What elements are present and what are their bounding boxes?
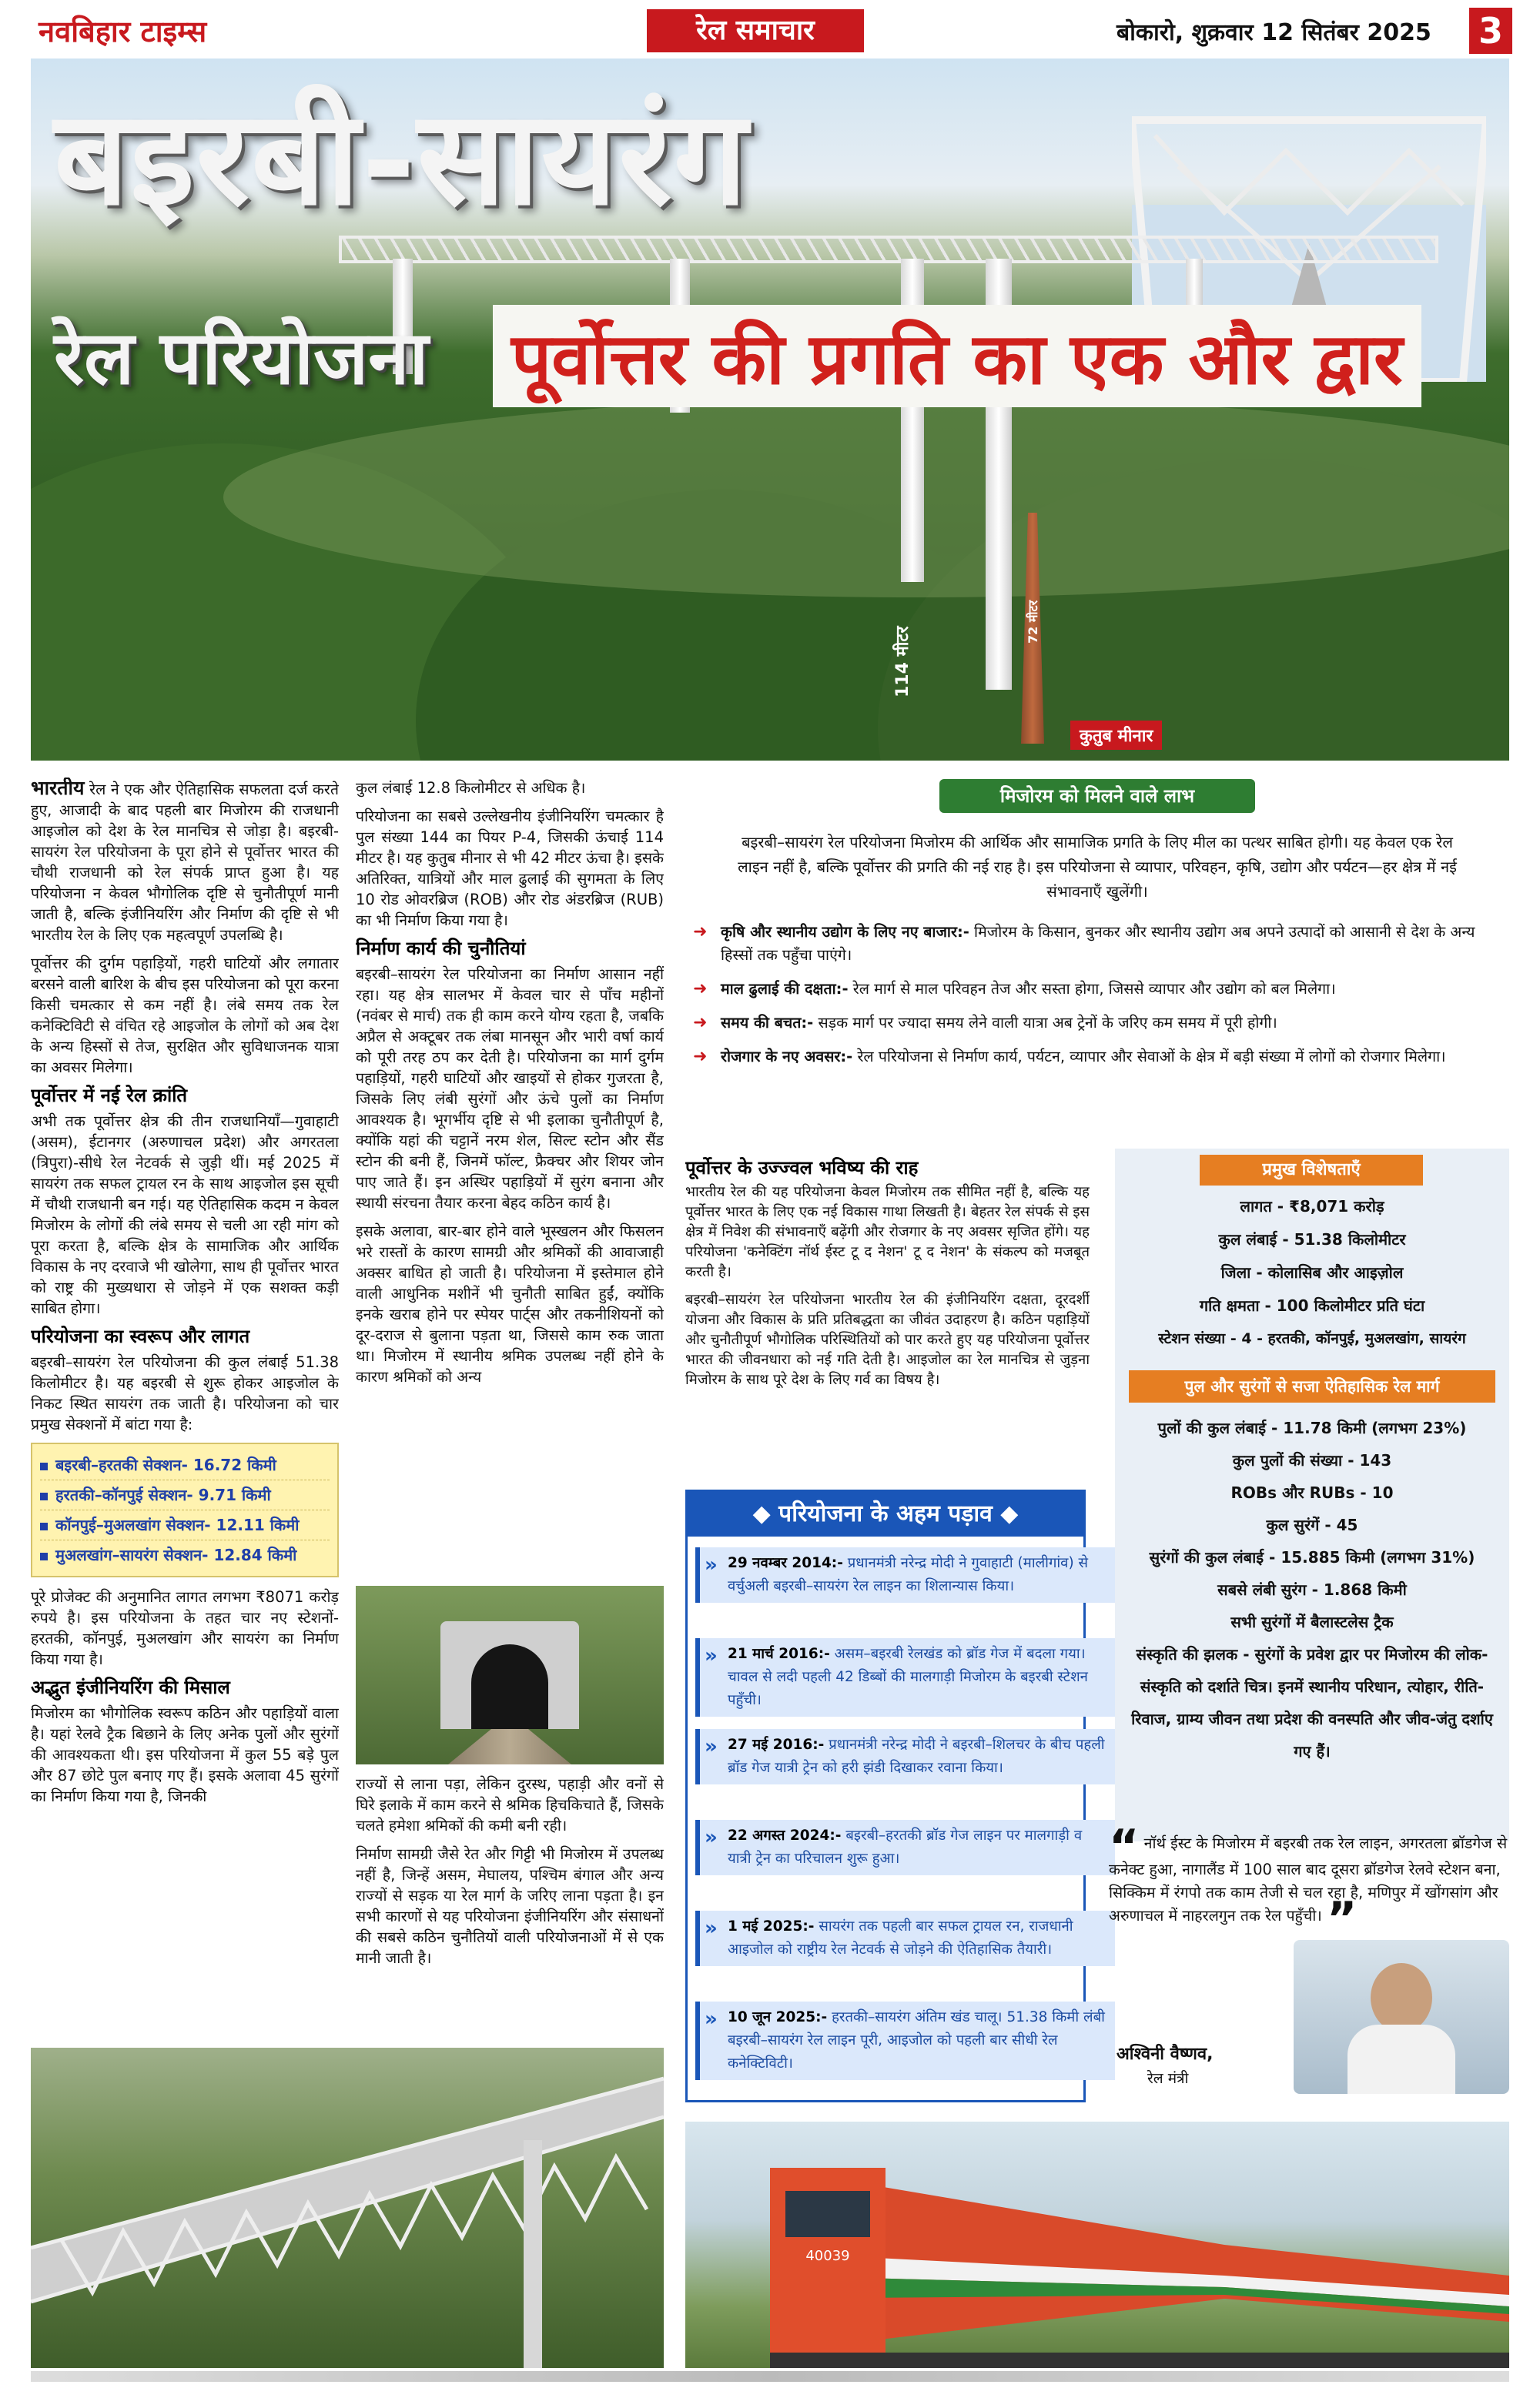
feature-item: संस्कृति की झलक - सुरंगों के प्रवेश द्वार पर मिजोरम की लोक-संस्कृति को दर्शाते चित्र। इनमें स्थानीय परिधान, त्योहार, रीति-रिवाज, ग्राम्य जीवन तथा प्रदेश की वनस्पति और जीव-जंतु दर्शाए गए हैं। (1131, 1645, 1493, 1761)
paragraph: परियोजना का सबसे उल्लेखनीय इंजीनियरिंग चमत्कार है पुल संख्या 144 का पियर P-4, जिसकी ऊंचाई 114 मीटर है। यह कुतुब मीनार से भी 42 मीटर ऊंचा है। इसके अतिरिक्त, यात्रियों और माल ढुलाई की सुगमता के लिए 10 रोड ओवरब्रिज (ROB) और रोड अंडरब्रिज (RUB) का भी निर्माण किया गया है। (356, 808, 664, 929)
subheading: परियोजना का स्वरूप और लागत (31, 1326, 250, 1347)
headline-subtitle-left: रेल परियोजना (54, 314, 429, 401)
features-panel (1115, 1149, 1509, 1841)
feature-item: कुल लंबाई - 51.38 किलोमीटर (1218, 1230, 1406, 1249)
chevron-right-icon: » (705, 1917, 718, 1940)
feature-item: कुल पुलों की संख्या - 143 (1232, 1451, 1392, 1470)
subheading: पूर्वोत्तर के उज्ज्वल भविष्य की राह (685, 1157, 919, 1179)
benefit-item: ➜ समय की बचत:- सड़क मार्ग पर ज्यादा समय लेने वाली यात्रा अब ट्रेनों के जरिए कम समय में पूरी होगी। (693, 1012, 1502, 1035)
feature-item: लागत - ₹8,071 करोड़ (1240, 1197, 1384, 1216)
benefits-panel (685, 779, 1509, 1118)
subheading: निर्माण कार्य की चुनौतियां (356, 938, 526, 959)
milestone-item: » 1 मई 2025:- सायरंग तक पहली बार सफल ट्रायल रन, राजधानी आइजोल को राष्ट्रीय रेल नेटवर्क से जोड़ने की ऐतिहासिक तैयारी। (695, 1911, 1115, 1966)
milestone-item: » 22 अगस्त 2024:- बइरबी–हरतकी ब्रॉड गेज लाइन पर मालगाड़ी व यात्री ट्रेन का परिचालन शुरू हुआ। (695, 1820, 1115, 1875)
page-number: 3 (1469, 8, 1512, 54)
paragraph: मिजोरम का भौगोलिक स्वरूप कठिन और पहाड़ियों वाला है। यहां रेलवे ट्रैक बिछाने के लिए अनेक पुलों और सुरंगों की आवश्यकता थी। इस परियोजना में कुल 55 बड़े पुल और 87 छोटे पुल बनाए गए हैं। इसके अलावा 45 सुरंगों का निर्माण किया गया है, जिनकी (31, 1704, 339, 1805)
pier-height-label: 114 मीटर (893, 626, 912, 697)
feature-item: कुल सुरंगें - 45 (1266, 1516, 1358, 1534)
paragraph: पूरे प्रोजेक्ट की अनुमानित लागत लगभग ₹8071 करोड़ रुपये है। इस परियोजना के तहत चार नए स्टेशनों- हरतकी, कॉनपुई, मुअलखांग और सायरंग का निर्माण किया गया है। (31, 1588, 339, 1668)
feature-item: सबसे लंबी सुरंग - 1.868 किमी (1217, 1580, 1407, 1599)
chevron-right-icon: » (705, 1644, 718, 1667)
paragraph: बइरबी–सायरंग रेल परियोजना की कुल लंबाई 51.38 किलोमीटर है। यह बइरबी से शुरू होकर आइजोल के निकट स्थित सायरंग तक जाती है। परियोजना को चार प्रमुख सेक्शनों में बांटा गया है: (31, 1353, 339, 1433)
locomotive-number: 40039 (805, 2248, 850, 2264)
benefit-item: ➜ माल ढुलाई की दक्षता:- रेल मार्ग से माल परिवहन तेज और सस्ता होगा, जिससे व्यापार और उद्योग को बल मिलेगा। (693, 978, 1502, 1001)
paragraph: राज्यों से लाना पड़ा, लेकिन दुरस्थ, पहाड़ी और वनों से घिरे इलाके में काम करने से श्रमिक हिचकिचाते हैं, जिसके चलते हमेशा श्रमिकों की कमी बनी रही। (356, 1775, 664, 1834)
locomotive-illustration (685, 2122, 1509, 2368)
benefit-item: ➜ रोजगार के नए अवसर:- रेल परियोजना से निर्माण कार्य, पर्यटन, व्यापार और सेवाओं के क्षेत्र में बड़ी संख्या में लोगों को रोजगार मिलेगा। (693, 1045, 1502, 1069)
paragraph: पूर्वोत्तर की दुर्गम पहाड़ियों, गहरी घाटियों और लगातार बरसने वाली बारिश के बीच इस परियोजना को पूरा करना किसी चमत्कार से कम नहीं है। लंबे समय तक रेल कनेक्टिविटी से वंचित रहे आइजोल के लोगों को अब देश के अन्य हिस्सों से तेज, सुरक्षित और सुविधाजनक यात्रा का अवसर मिलेगा। (31, 955, 339, 1076)
page-footer-bar (31, 2371, 1509, 2382)
article-column-2 (356, 778, 664, 1578)
milestones-panel (685, 1490, 1105, 2102)
milestone-item: » 10 जून 2025:- हरतकी–सायरंग अंतिम खंड चालू। 51.38 किमी लंबी बइरबी–सायरंग रेल लाइन पूरी, आइजोल को पहली बार सीधी रेल कनेक्टिविटी। (695, 2002, 1115, 2080)
dropcap-word: भारतीय (31, 778, 85, 799)
paragraph: कुल लंबाई 12.8 किलोमीटर से अधिक है। (356, 779, 586, 797)
paragraph: बइरबी–सायरंग रेल परियोजना का निर्माण आसान नहीं रहा। यह क्षेत्र सालभर में केवल चार से पाँच महीनों (नवंबर से मार्च) तक ही काम करने योग्य रहता है, जबकि अप्रैल से अक्टूबर तक लंबा मानसून और भारी वर्षा कार्य को पूरी तरह ठप कर देती है। परियोजना का मार्ग दुर्गम पहाड़ियों, गहरी घाटियों और खाइयों से होकर गुजरता है, जिसके लिए लंबी सुरंगों और ऊंचे पुलों का निर्माण आवश्यक है। भूगर्भीय दृष्टि से भी इलाका चुनौतीपूर्ण है, क्योंकि यहां की चट्टानें नरम शेल, सिल्ट स्टोन और सैंड स्टोन की बनी हैं, जिनमें फॉल्ट, फ्रैक्चर और शियर जोन पाए जाते हैं। इन अस्थिर पहाड़ियों में सुरंग बनाना और स्थायी संरचना तैयार करना बेहद कठिन कार्य है। (356, 965, 664, 1212)
arrow-right-icon: ➜ (693, 1047, 708, 1066)
section-item: बइरबी–हरतकी सेक्शन- 16.72 किमी (40, 1450, 330, 1480)
paragraph: बइरबी–सायरंग रेल परियोजना भारतीय रेल की इंजीनियरिंग दक्षता, दूरदर्शी योजना और विकास के प्रति प्रतिबद्धता का जीवंत उदाहरण है। कठिन पहाड़ियों और चुनौतीपूर्ण भौगोलिक परिस्थितियों को पार करते हुए यह परियोजना पूर्वोत्तर भारत की जीवनधारा को नई गति देती है। आइजोल का रेल मानचित्र से जुड़ना मिजोरम के साथ पूरे देश के लिए गर्व का विषय है। (685, 1292, 1090, 1388)
benefit-item: ➜ कृषि और स्थानीय उद्योग के लिए नए बाजार:- मिजोरम के किसान, बुनकर और स्थानीय उद्योग अब अपने उत्पादों को आसानी से देश के अन्य हिस्सों तक पहुँचा पाएंगे। (693, 921, 1502, 967)
feature-item: स्टेशन संख्या - 4 - हरतकी, कॉनपुई, मुअलखांग, सायरंग (1158, 1330, 1466, 1347)
subheading: पूर्वोत्तर में नई रेल क्रांति (31, 1085, 188, 1106)
benefits-intro: बइरबी–सायरंग रेल परियोजना मिजोरम की आर्थिक और सामाजिक प्रगति के लिए मील का पत्थर साबित होगी। यह केवल एक रेल लाइन नहीं है, बल्कि पूर्वोत्तर की प्रगति की नई राह है। इस परियोजना से व्यापार, परिवहन, कृषि, उद्योग और पर्यटन—हर क्षेत्र में नई संभावनाएँ खुलेंगी। (738, 833, 1457, 901)
chevron-right-icon: » (705, 1553, 718, 1577)
intro-paragraph: भारतीय रेल ने एक और ऐतिहासिक सफलता दर्ज करते हुए, आजादी के बाद पहली बार मिजोरम की राजधानी आइजोल को देश के रेल मानचित्र से जोड़ा है। बइरबी-सायरंग रेल परियोजना के पूरा होने से पूर्वोत्तर भारत की चौथी राजधानी को रेल संपर्क प्राप्त हुआ है। यह परियोजना न केवल भौगोलिक दृष्टि से चुनौतीपूर्ण मानी जाती है, बल्कि इंजीनियरिंग और निर्माण की दृष्टि से भी भारतीय रेल के लिए एक महत्वपूर्ण उपलब्धि है। (31, 778, 339, 944)
minister-quote (1109, 1820, 1509, 2103)
quote-text: “ नॉर्थ ईस्ट के मिजोरम में बइरबी तक रेल लाइन, अगरतला ब्रॉडगेज से कनेक्ट हुआ, नागालैंड में 100 साल बाद दूसरा ब्रॉडगेज रेलवे स्टेशन बना, सिक्किम में रंगपो तक काम तेजी से चल रहा है, मणिपुर में खोंगसांग और अरुणाचल में नाहरलगुन तक रेल पहुँची। ” (1109, 1820, 1508, 1946)
milestone-item: » 29 नवम्बर 2014:- प्रधानमंत्री नरेन्द्र मोदी ने गुवाहाटी (मालीगांव) से वर्चुअली बइरबी–सायरंग रेल लाइन का शिलान्यास किया। (695, 1547, 1115, 1603)
arrow-right-icon: ➜ (693, 922, 708, 941)
chevron-right-icon: » (705, 1826, 718, 1849)
tower-height-label: 72 मीटर (1026, 600, 1040, 644)
headline-title: बइरबी-सायरंग (54, 81, 749, 235)
minister-photo (1294, 1940, 1509, 2094)
section-item: मुअलखांग–सायरंग सेक्शन- 12.84 किमी (40, 1540, 330, 1570)
qutub-minar-label: कुतुब मीनार (1070, 721, 1162, 750)
quote-close-icon: ” (1326, 1892, 1358, 1946)
chevron-right-icon: » (705, 2008, 718, 2031)
features-heading: प्रमुख विशेषताएँ (1200, 1155, 1423, 1186)
quote-author-role: रेल मंत्री (1147, 2070, 1189, 2087)
sections-list (31, 1443, 339, 1577)
arrow-right-icon: ➜ (693, 1013, 708, 1032)
section-item: हरतकी–कॉनपुई सेक्शन- 9.71 किमी (40, 1480, 330, 1510)
train-photo (685, 2122, 1509, 2368)
quote-author: अश्विनी वैष्णव, (1116, 2045, 1214, 2064)
future-article (685, 1152, 1090, 1483)
hero-banner (31, 59, 1509, 761)
headline-subtitle-right: पूर्वोत्तर की प्रगति का एक और द्वार (493, 305, 1421, 407)
feature-item: सभी सुरंगों में बैलास्टलेस ट्रैक (1230, 1613, 1394, 1631)
feature-item: गति क्षमता - 100 किलोमीटर प्रति घंटा (1199, 1296, 1425, 1315)
feature-item: ROBs और RUBs - 10 (1230, 1483, 1394, 1502)
feature-item: सुरंगों की कुल लंबाई - 15.885 किमी (लगभग 31%) (1149, 1548, 1475, 1567)
milestone-item: » 21 मार्च 2016:- असम–बइरबी रेलखंड को ब्रॉड गेज में बदला गया। चावल से लदी पहली 42 डिब्बों की मालगाड़ी मिजोरम के बइरबी स्टेशन पहुँची। (695, 1638, 1115, 1717)
masthead (31, 5, 1509, 55)
feature-item: जिला - कोलासिब और आइज़ोल (1220, 1263, 1404, 1282)
quote-open-icon: “ (1109, 1820, 1140, 1874)
features-list (1123, 1190, 1502, 1356)
paragraph: निर्माण सामग्री जैसे रेत और गिट्टी भी मिजोरम में उपलब्ध नहीं है, जिन्हें असम, मेघालय, पश्चिम बंगाल और अन्य राज्यों से सड़क या रेल मार्ग के जरिए लाना पड़ता है। इन सभी कारणों से यह परियोजना इंजीनियरिंग और संसाधनों की सबसे कठिन चुनौतियों वाली परियोजनाओं में से एक मानी जाती है। (356, 1845, 664, 1967)
section-title: रेल समाचार (647, 9, 864, 52)
subheading: अद्भुत इंजीनियरिंग की मिसाल (31, 1677, 230, 1698)
section-item: कॉनपुई–मुअलखांग सेक्शन- 12.11 किमी (40, 1510, 330, 1540)
tunnel-photo (356, 1586, 664, 1764)
bridges-tunnels-list (1123, 1412, 1502, 1768)
article-column-2-continued (356, 1774, 664, 2066)
truss-bridge-photo (31, 2048, 664, 2368)
chevron-right-icon: » (705, 1735, 718, 1758)
arrow-right-icon: ➜ (693, 979, 708, 998)
benefits-heading: मिजोरम को मिलने वाले लाभ (939, 779, 1255, 813)
bridges-tunnels-heading: पुल और सुरंगों से सजा ऐतिहासिक रेल मार्ग (1129, 1370, 1495, 1403)
date-line: बोकारो, शुक्रवार 12 सितंबर 2025 (1116, 19, 1431, 46)
article-column-1 (31, 778, 339, 2040)
paragraph: भारतीय रेल की यह परियोजना केवल मिजोरम तक सीमित नहीं है, बल्कि यह पूर्वोत्तर भारत के लिए एक नई विकास गाथा लिखती है। बेहतर रेल संपर्क से इस क्षेत्र में निवेश की संभावनाएँ बढ़ेंगी और रोजगार के नए अवसर सृजित होंगे। यह परियोजना 'कनेक्टिंग नॉर्थ ईस्ट टू द नेशन' टू द नेशन' के संकल्प को मजबूत करती है। (685, 1184, 1090, 1280)
bridge-illustration (31, 2048, 664, 2368)
newspaper-name: नवबिहार टाइम्स (38, 15, 207, 48)
feature-item: पुलों की कुल लंबाई - 11.78 किमी (लगभग 23%) (1157, 1419, 1467, 1437)
milestone-item: » 27 मई 2016:- प्रधानमंत्री नरेन्द्र मोदी ने बइरबी–शिलचर के बीच पहली ब्रॉड गेज यात्री ट्रेन को हरी झंडी दिखाकर रवाना किया। (695, 1729, 1115, 1784)
milestones-heading: ◆ परियोजना के अहम पड़ाव ◆ (688, 1492, 1083, 1537)
paragraph: इसके अलावा, बार-बार होने वाले भूस्खलन और फिसलन भरे रास्तों के कारण सामग्री और श्रमिकों की आवाजाही अक्सर बाधित हो जाती है। परियोजना में इस्तेमाल होने वाली आधुनिक मशीनें भी चुनौती साबित हुईं, क्योंकि इनके खराब होने पर स्पेयर पार्ट्स और तकनीशियनों को दूर-दराज से बुलाना पड़ता था, जिससे काम रुक जाता था। मिजोरम में स्थानीय श्रमिक उपलब्ध नहीं होने के कारण श्रमिकों को अन्य (356, 1222, 664, 1386)
paragraph: अभी तक पूर्वोत्तर क्षेत्र की तीन राजधानियाँ—गुवाहाटी (असम), ईटानगर (अरुणाचल प्रदेश) और अगरतला (त्रिपुरा)-सीधे रेल नेटवर्क से जुड़ी थीं। मई 2025 में सायरंग तक सफल ट्रायल रन के साथ आइजोल इस सूची में चौथी राजधानी बन गई। यह ऐतिहासिक कदम न केवल मिजोरम के लोगों की लंबे समय से चली आ रही मांग को पूरा करता है, बल्कि क्षेत्र के सामाजिक और आर्थिक विकास के नए दरवाजे भी खोलेगा, साथ ही पूर्वोत्तर भारत को राष्ट्र की मुख्यधारा से जोड़ने में एक सशक्त कड़ी साबित होगा। (31, 1112, 339, 1317)
